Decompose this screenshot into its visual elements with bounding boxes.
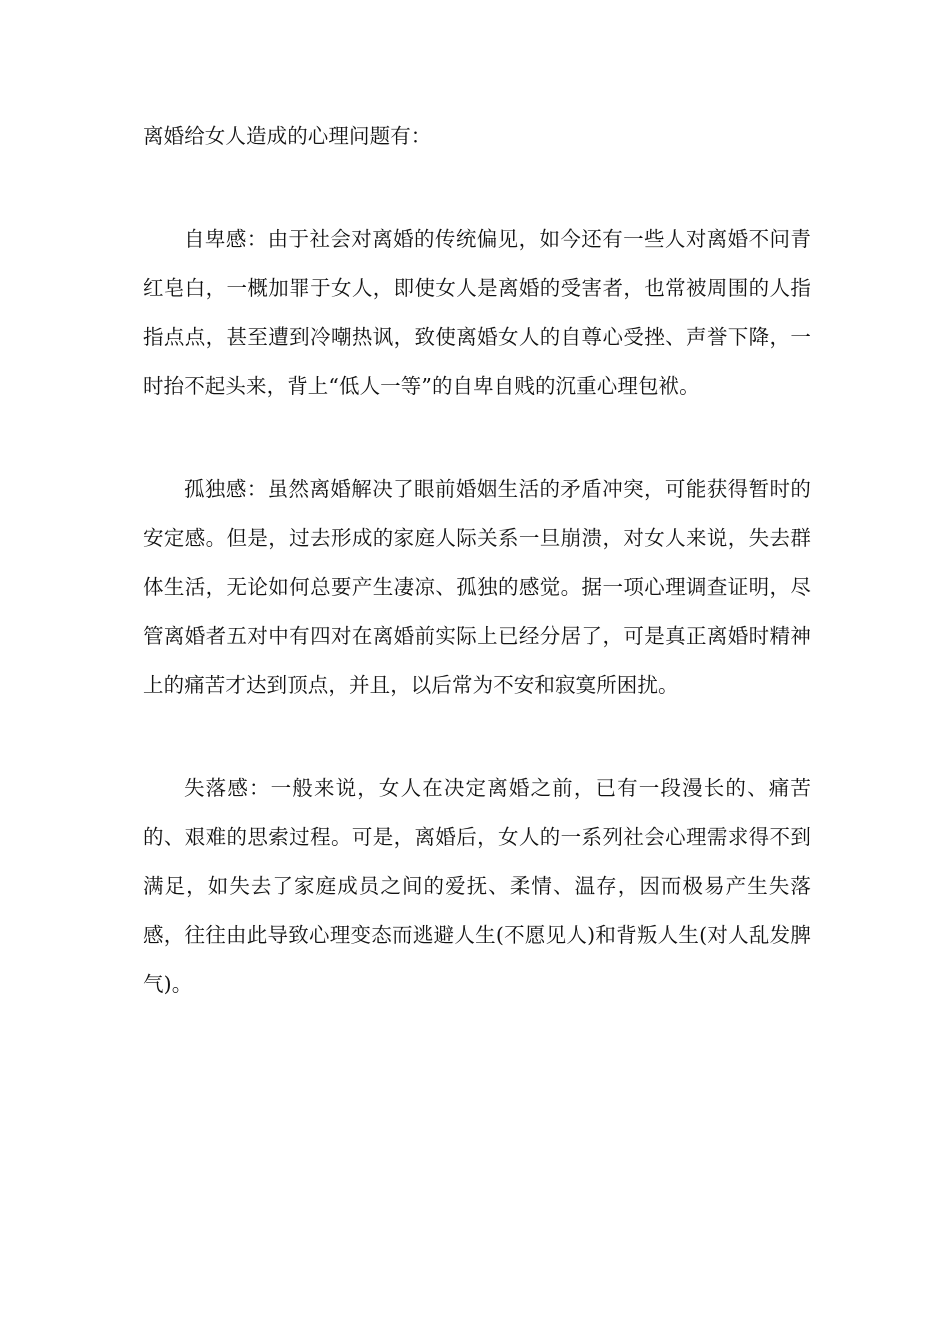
paragraph-inferiority: 自卑感：由于社会对离婚的传统偏见，如今还有一些人对离婚不问青红皂白，一概加罪于女人，即使女人是离婚的受害者，也常被周围的人指指点点，甚至遭到冷嘲热讽，致使离婚女人的自尊心受挫、声誉下降，一时抬不起头来，背上“低人一等”的自卑自贱的沉重心理包袱。	[143, 227, 811, 398]
paragraph-loneliness: 孤独感：虽然离婚解决了眼前婚姻生活的矛盾冲突，可能获得暂时的安定感。但是，过去形成的家庭人际关系一旦崩溃，对女人来说，失去群体生活，无论如何总要产生凄凉、孤独的感觉。据一项心理调查证明，尽管离婚者五对中有四对在离婚前实际上已经分居了，可是真正离婚时精神上的痛苦才达到顶点，并且，以后常为不安和寂寞所困扰。	[143, 477, 811, 697]
paragraph-loss: 失落感：一般来说，女人在决定离婚之前，已有一段漫长的、痛苦的、艰难的思索过程。可是，离婚后，女人的一系列社会心理需求得不到满足，如失去了家庭成员之间的爱抚、柔情、温存，因而极易产生失落感，往往由此导致心理变态而逃避人生(不愿见人)和背叛人生(对人乱发脾气)。	[143, 776, 811, 996]
intro-line: 离婚给女人造成的心理问题有：	[143, 124, 432, 148]
document-body	[143, 112, 811, 1009]
